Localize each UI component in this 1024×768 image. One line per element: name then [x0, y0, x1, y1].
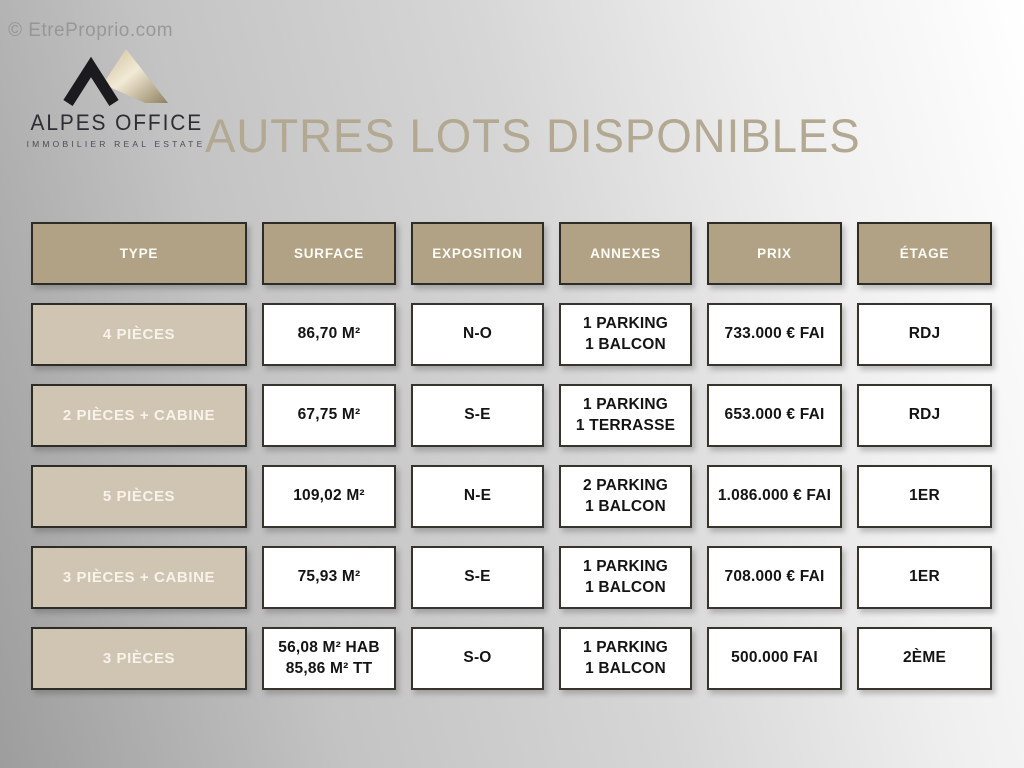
cell-line: ANNEXES: [590, 245, 661, 261]
annexes-cell: [559, 303, 692, 366]
surface-cell: [262, 384, 396, 447]
header-cell: [857, 222, 992, 285]
cell-line: S-E: [464, 568, 491, 586]
type-cell: [31, 627, 247, 690]
lots-table: [31, 222, 992, 690]
prix-cell: [707, 546, 842, 609]
type-cell: [31, 303, 247, 366]
cell-line: N-O: [462, 325, 492, 343]
prix-cell: [707, 303, 842, 366]
surface-cell: [262, 546, 396, 609]
cell-line: 4 PIÈCES: [102, 325, 176, 343]
cell-line: 2 PARKING: [582, 477, 669, 495]
cell-line: 1 PARKING: [582, 639, 669, 657]
etage-cell: [857, 303, 992, 366]
exposition-cell: [411, 465, 544, 528]
brand-name: ALPES OFFICE: [30, 110, 204, 135]
mountain-peaks-icon: [51, 46, 181, 106]
cell-line: N-E: [463, 487, 492, 505]
cell-line: 85,86 M² TT: [285, 659, 373, 677]
surface-cell: [262, 465, 396, 528]
etage-cell: [857, 384, 992, 447]
exposition-cell: [411, 546, 544, 609]
cell-line: 708.000 € FAI: [724, 568, 825, 586]
cell-line: 1 PARKING: [582, 558, 669, 576]
header-cell: [411, 222, 544, 285]
cell-line: 3 PIÈCES + CABINE: [62, 568, 216, 586]
annexes-cell: [559, 627, 692, 690]
cell-line: 1.086.000 € FAI: [717, 487, 832, 505]
cell-line: 56,08 M² HAB: [278, 639, 380, 657]
cell-line: S-O: [463, 649, 492, 667]
etage-cell: [857, 546, 992, 609]
page-title: AUTRES LOTS DISPONIBLES: [205, 109, 861, 162]
type-cell: [31, 465, 247, 528]
cell-line: 1 BALCON: [585, 578, 666, 596]
cell-line: 1 BALCON: [585, 659, 666, 677]
cell-line: SURFACE: [293, 245, 365, 261]
cell-line: 109,02 M²: [293, 487, 365, 505]
brand-logo: [26, 46, 206, 149]
cell-line: 75,93 M²: [297, 568, 361, 586]
exposition-cell: [411, 627, 544, 690]
header-cell: [559, 222, 692, 285]
cell-line: 1 TERRASSE: [575, 416, 676, 434]
cell-line: 5 PIÈCES: [102, 487, 176, 505]
prix-cell: [707, 384, 842, 447]
cell-line: 67,75 M²: [297, 406, 361, 424]
cell-line: PRIX: [757, 245, 792, 261]
cell-line: TYPE: [119, 245, 159, 261]
type-cell: [31, 384, 247, 447]
type-cell: [31, 546, 247, 609]
annexes-cell: [559, 465, 692, 528]
cell-line: 1ER: [909, 568, 940, 586]
prix-cell: [707, 627, 842, 690]
cell-line: EXPOSITION: [432, 245, 523, 261]
header-cell: [31, 222, 247, 285]
surface-cell: [262, 303, 396, 366]
cell-line: 1 BALCON: [585, 335, 666, 353]
cell-line: 86,70 M²: [297, 325, 361, 343]
cell-line: 733.000 € FAI: [724, 325, 825, 343]
exposition-cell: [411, 303, 544, 366]
annexes-cell: [559, 546, 692, 609]
cell-line: 653.000 € FAI: [724, 406, 825, 424]
surface-cell: [262, 627, 396, 690]
cell-line: 1 PARKING: [582, 315, 669, 333]
cell-line: 2 PIÈCES + CABINE: [62, 406, 216, 424]
cell-line: 1ER: [909, 487, 940, 505]
cell-line: ÉTAGE: [899, 245, 950, 261]
brand-tagline: IMMOBILIER REAL ESTATE: [26, 139, 206, 149]
exposition-cell: [411, 384, 544, 447]
cell-line: 2ÈME: [902, 649, 946, 667]
prix-cell: [707, 465, 842, 528]
header-cell: [262, 222, 396, 285]
cell-line: RDJ: [908, 325, 941, 343]
cell-line: 1 PARKING: [582, 396, 669, 414]
etage-cell: [857, 627, 992, 690]
cell-line: 500.000 FAI: [731, 649, 818, 667]
cell-line: 1 BALCON: [585, 497, 666, 515]
watermark: © EtreProprio.com: [8, 20, 174, 41]
cell-line: 3 PIÈCES: [102, 649, 176, 667]
cell-line: S-E: [464, 406, 491, 424]
annexes-cell: [559, 384, 692, 447]
cell-line: RDJ: [908, 406, 941, 424]
header-cell: [707, 222, 842, 285]
etage-cell: [857, 465, 992, 528]
